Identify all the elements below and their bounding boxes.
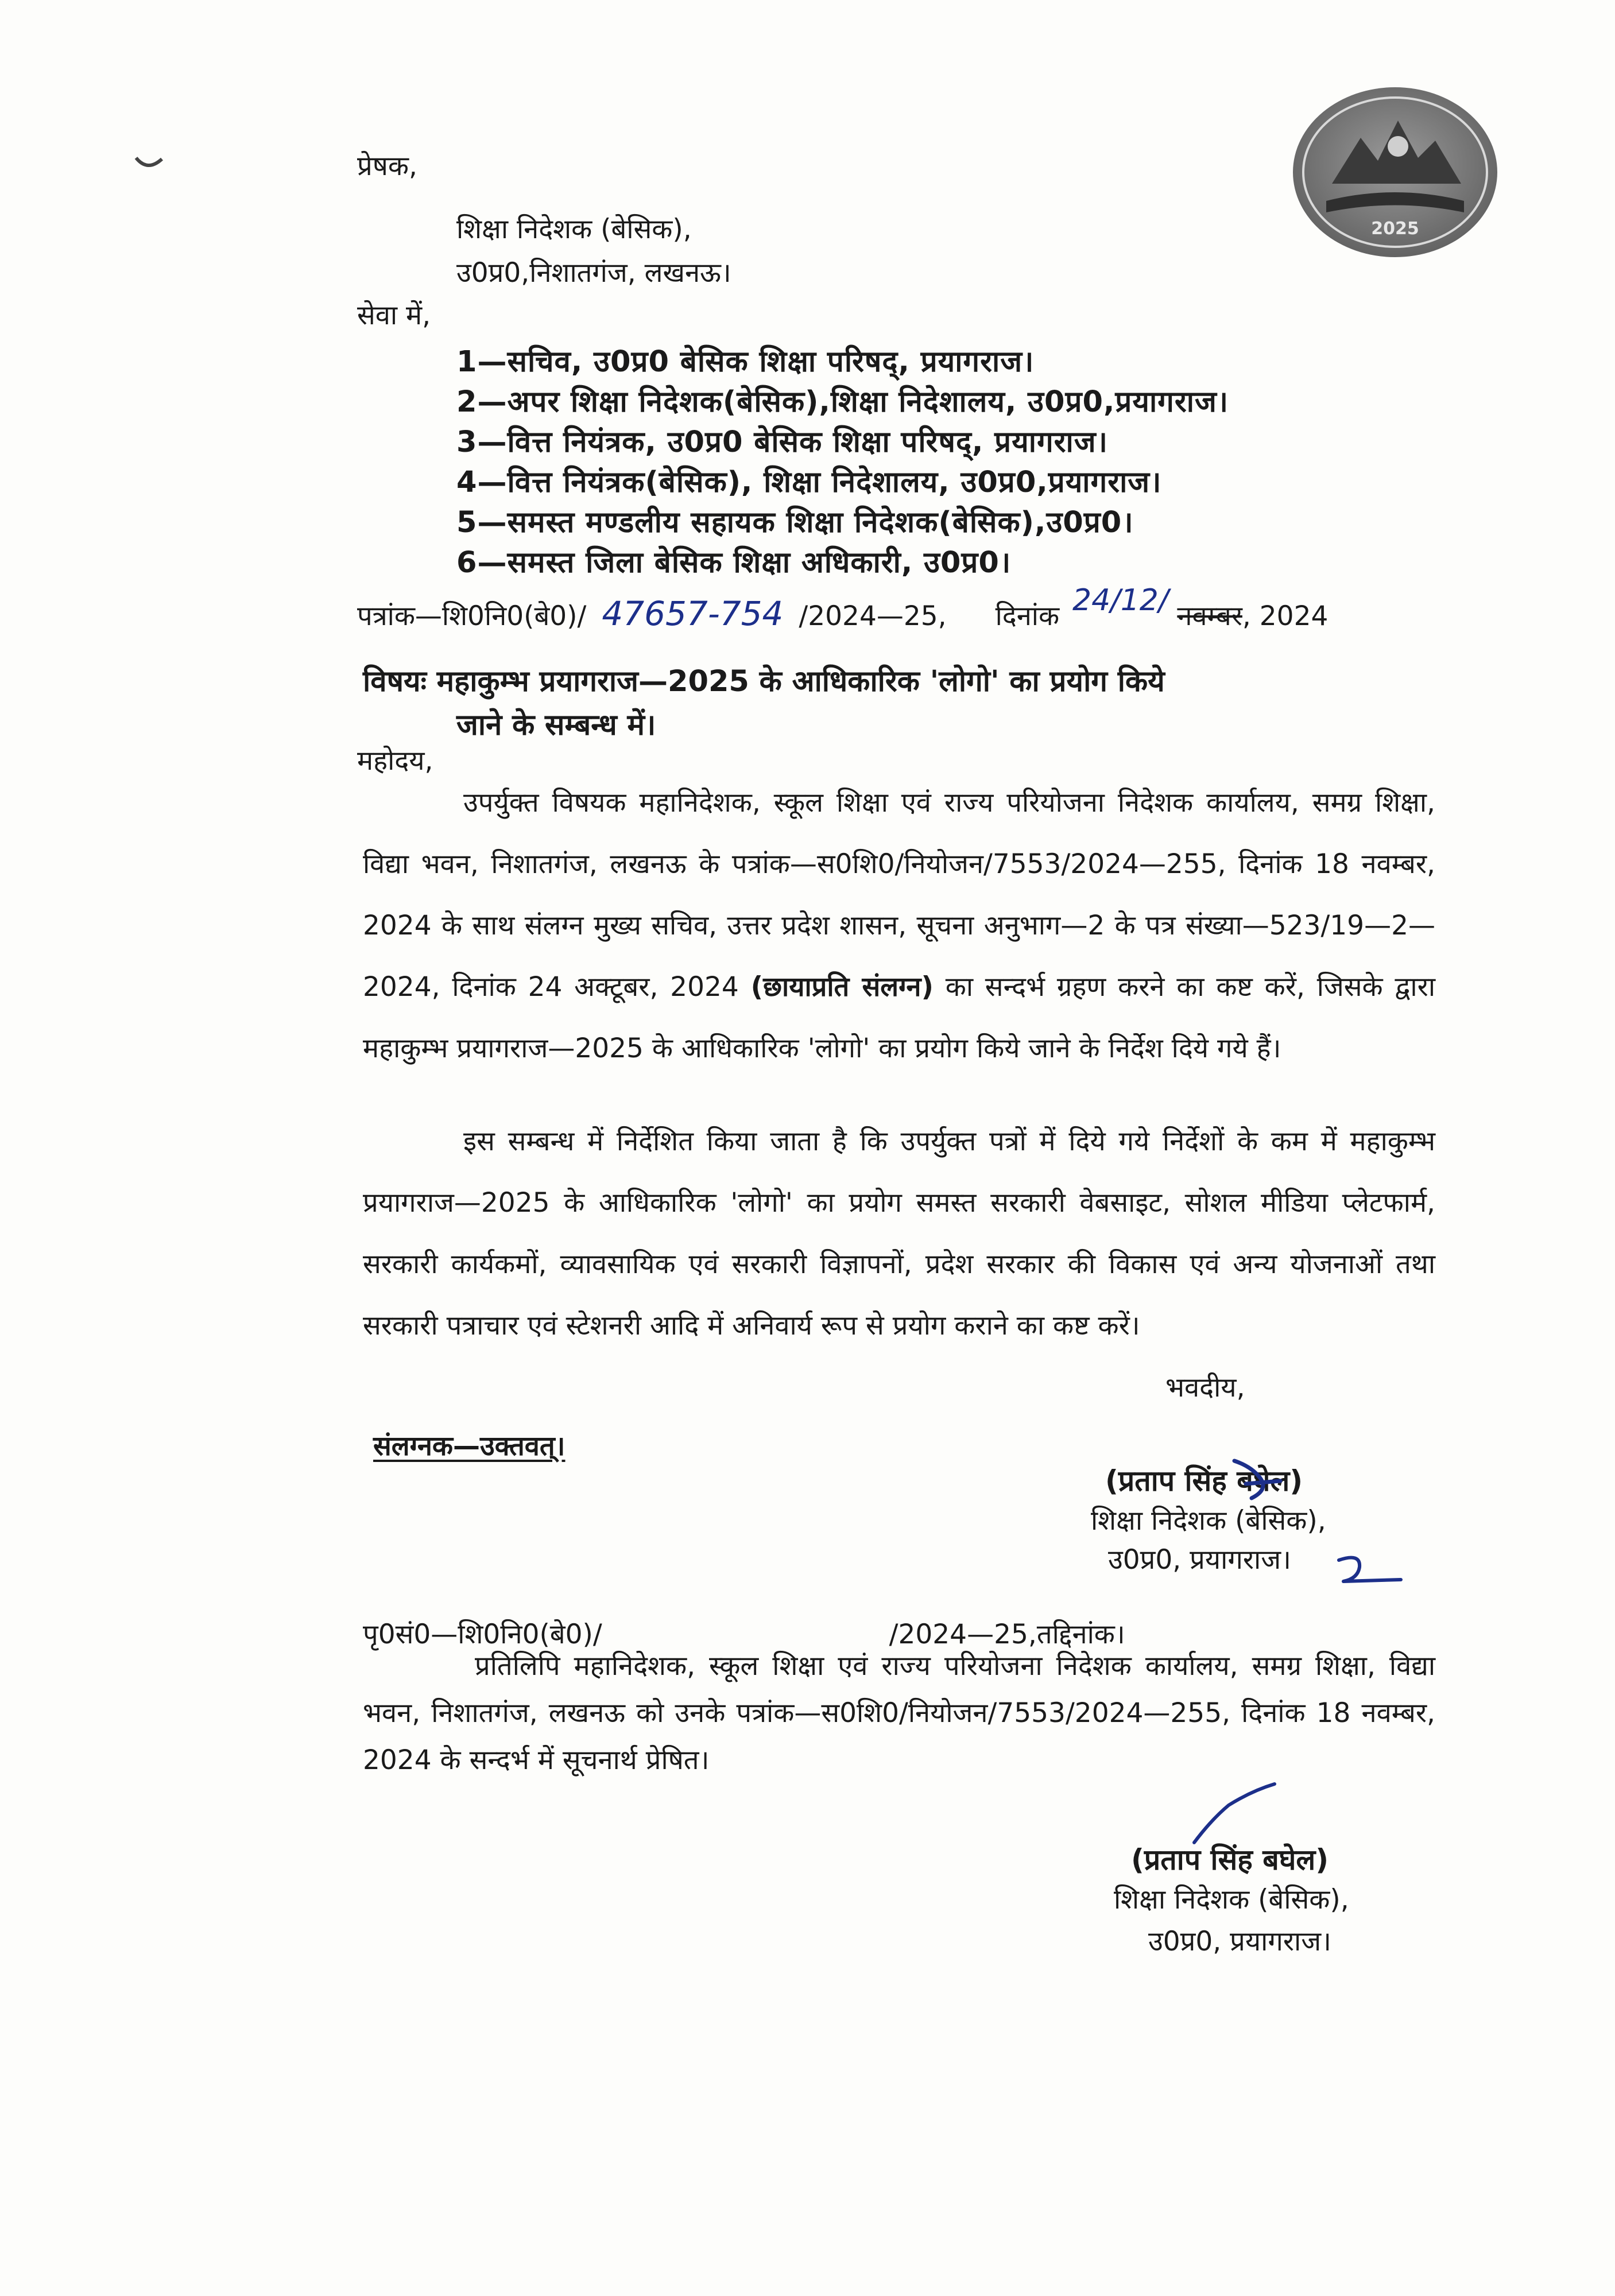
signatory-designation-2: शिक्षा निदेशक (बेसिक), xyxy=(1114,1884,1349,1915)
recipient-item: 4—वित्त नियंत्रक(बेसिक), शिक्षा निदेशालय, उ0प्र0,प्रयागराज। xyxy=(456,466,1162,499)
signatory-name: (प्रताप सिंह बघेल) xyxy=(1105,1464,1303,1498)
signatory-place: उ0प्र0, प्रयागराज। xyxy=(1108,1544,1291,1576)
recipient-item: 1—सचिव, उ0प्र0 बेसिक शिक्षा परिषद्, प्रयागराज। xyxy=(456,345,1035,379)
para2-text: इस सम्बन्ध में निर्देशित किया जाता है कि उपर्युक्त पत्रों में दिये गये निर्देशों के कम में महाकुम्भ प्रयागराज—2025 के आधिकारिक 'लोगो' का प्रयोग समस्त सरकारी वेबसाइट, सोशल मीडिया प्लेटफार्म, सरकारी कार्यकमों, व्यावसायिक एवं सरकारी विज्ञापनों, प्रदेश सरकार की विकास एवं अन्य योजनाओं तथा सरकारी पत्राचार एवं स्टेशनरी आदि में अनिवार्य रूप से प्रयोग कराने का कष्ट करें। xyxy=(363,1126,1435,1341)
signatory-name-2: (प्रताप सिंह बघेल) xyxy=(1131,1843,1329,1876)
signatory-designation: शिक्षा निदेशक (बेसिक), xyxy=(1091,1505,1326,1537)
recipient-item: 2—अपर शिक्षा निदेशक(बेसिक),शिक्षा निदेशालय, उ0प्र0,प्रयागराज। xyxy=(456,385,1229,419)
subject-line: विषयः महाकुम्भ प्रयागराज—2025 के आधिकारिक 'लोगो' का प्रयोग किये xyxy=(363,665,1165,699)
closing: भवदीय, xyxy=(1165,1372,1245,1403)
reference-prefix: पत्रांक—शि0नि0(बे0)/ xyxy=(357,600,587,632)
signatory-place-2: उ0प्र0, प्रयागराज। xyxy=(1148,1926,1331,1957)
initials-scribble xyxy=(1332,1550,1412,1596)
signature-scribble-1 xyxy=(1229,1455,1292,1507)
body-paragraph-1 xyxy=(363,772,1435,1079)
reference-session: /2024—25, xyxy=(799,600,947,632)
scan-mark xyxy=(133,152,168,175)
signature-scribble-2 xyxy=(1188,1779,1280,1848)
recipient-item: 3—वित्त नियंत्रक, उ0प्र0 बेसिक शिक्षा परिषद्, प्रयागराज। xyxy=(456,425,1108,459)
reference-year: , 2024 xyxy=(1242,600,1329,632)
date-label: दिनांक xyxy=(995,600,1060,632)
endorsement-ref-suffix: /2024—25,तद्दिनांक। xyxy=(889,1619,1125,1650)
recipient-item: 6—समस्त जिला बेसिक शिक्षा अधिकारी, उ0प्र0। xyxy=(456,546,1012,580)
endorsement-text xyxy=(363,1643,1435,1784)
body-paragraph-2 xyxy=(363,1111,1435,1356)
recipient-item: 5—समस्त मण्डलीय सहायक शिक्षा निदेशक(बेसिक),उ0प्र0। xyxy=(456,506,1134,540)
para1-text-b: का सन्दर्भ ग्रहण करने का कष्ट करें, जिसके द्वारा महाकुम्भ प्रयागराज—2025 के आधिकारिक 'लोगो' का प्रयोग किये जाने के निर्देश दिये गये हैं। xyxy=(363,971,1435,1064)
endorsement-ref-prefix: पृ0सं0—शि0नि0(बे0)/ xyxy=(363,1619,602,1650)
struck-month: नवम्बर xyxy=(1177,600,1242,632)
reference-number-handwritten: 47657-754 xyxy=(602,594,784,633)
sender-address: उ0प्र0,निशातगंज, लखनऊ। xyxy=(456,257,731,289)
para1-text-a: उपर्युक्त विषयक महानिदेशक, स्कूल शिक्षा एवं राज्य परियोजना निदेशक कार्यालय, समग्र शिक्षा, विद्या भवन, निशातगंज, लखनऊ के पत्रांक—स0शि0/नियोजन/7553/2024—255, दिनांक 18 नवम्बर, 2024 के साथ संलग्न मुख्य सचिव, उत्तर प्रदेश शासन, सूचना अनुभाग—2 के पत्र संख्या—523/19—2—2024, दिनांक 24 अक्टूबर, 2024 xyxy=(363,787,1435,1003)
salutation: महोदय, xyxy=(357,745,433,777)
logo-year-text: 2025 xyxy=(1371,219,1419,239)
sender-label: प्रेषक, xyxy=(357,150,417,182)
subject-line-continued: जाने के सम्बन्ध में। xyxy=(456,708,656,742)
enclosure: संलग्नक—उक्तवत्। xyxy=(373,1430,566,1462)
date-handwritten: 24/12/ xyxy=(1072,583,1169,618)
recipients-label: सेवा में, xyxy=(357,300,431,331)
sender-name: शिक्षा निदेशक (बेसिक), xyxy=(456,214,692,245)
endorsement-body: प्रतिलिपि महानिदेशक, स्कूल शिक्षा एवं राज्य परियोजना निदेशक कार्यालय, समग्र शिक्षा, विद्या भवन, निशातगंज, लखनऊ को उनके पत्रांक—स0शि0/नियोजन/7553/2024—255, दिनांक 18 नवम्बर, 2024 के सन्दर्भ में सूचनार्थ प्रेषित। xyxy=(363,1650,1435,1776)
reference-line xyxy=(357,583,1329,634)
para1-bold: (छायाप्रति संलग्न) xyxy=(750,971,934,1003)
kumbh-logo-seal xyxy=(1292,86,1498,258)
